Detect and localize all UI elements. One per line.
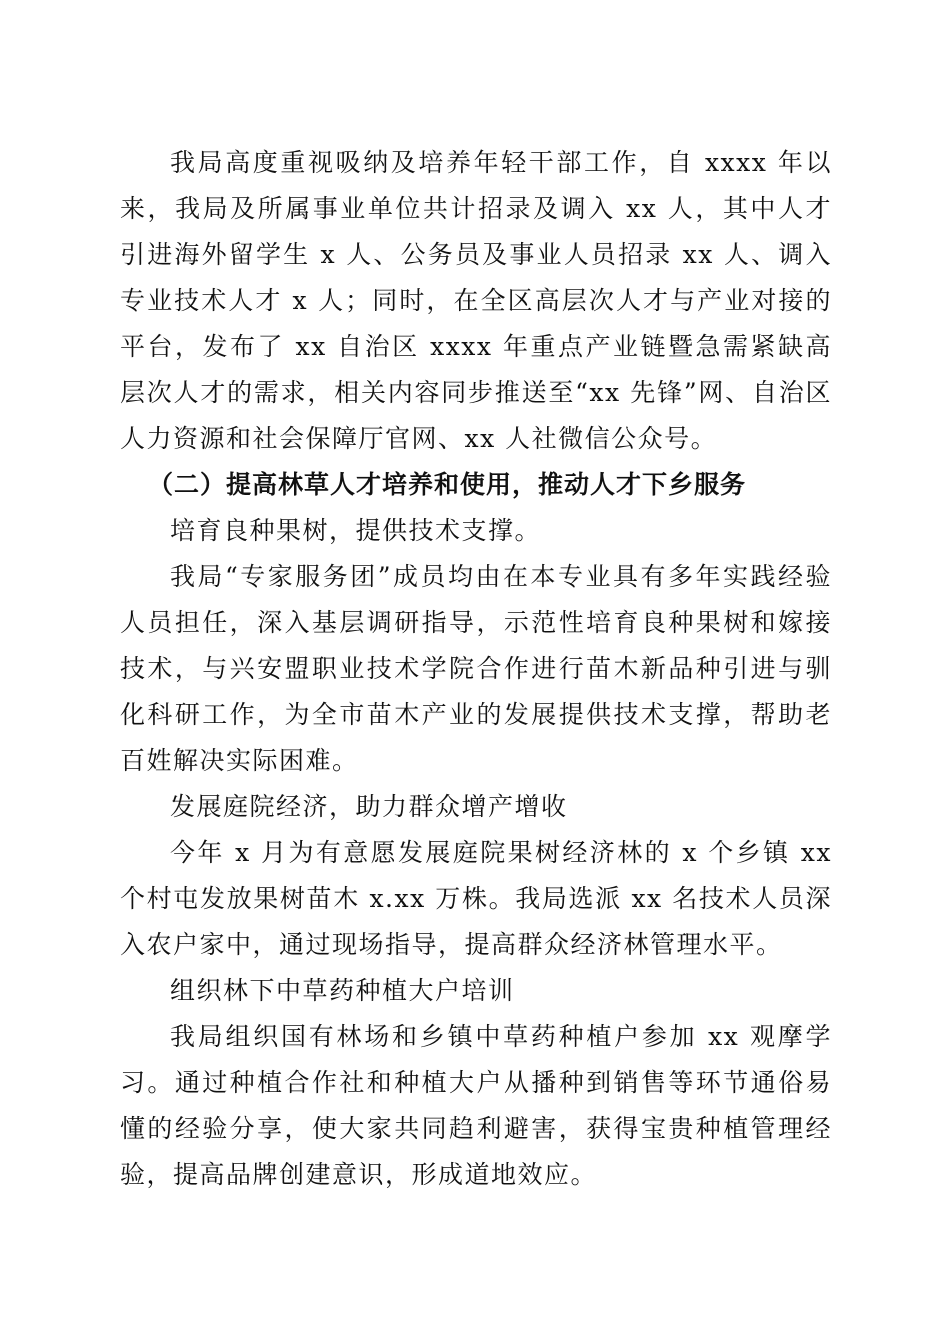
subheading-herb-training: 组织林下中草药种植大户培训 (170, 976, 515, 1005)
paragraph-intro: 我局高度重视吸纳及培养年轻干部工作，自 xxxx 年以来，我局及所属事业单位共计招录及调入 xx 人，其中人才引进海外留学生 x 人、公务员及事业人员招录 xx 人、调入专业技术人才 x 人；同时，在全区高层次人才与产业对接的平台，发布了 xx 自治区 xxxx 年重点产业链暨急需紧缺高层次人才的需求，相关内容同步推送至“xx 先锋”网、自治区人力资源和社会保障厅官网、xx 人社微信公众号。 (120, 148, 832, 453)
paragraph-herb-training: 我局组织国有林场和乡镇中草药种植户参加 xx 观摩学习。通过种植合作社和种植大户从播种到销售等环节通俗易懂的经验分享，使大家共同趋利避害，获得宝贵种植管理经验，提高品牌创建意识，形成道地效应。 (120, 1022, 832, 1189)
subheading-courtyard-economy: 发展庭院经济，助力群众增产增收 (170, 792, 568, 821)
section-heading: （二）提高林草人才培养和使用，推动人才下乡服务 (148, 470, 747, 499)
paragraph-expert-team: 我局“专家服务团”成员均由在本专业具有多年实践经验人员担任，深入基层调研指导，示范性培育良种果树和嫁接技术，与兴安盟职业技术学院合作进行苗木新品种引进与驯化科研工作，为全市苗木产业的发展提供技术支撑，帮助老百姓解决实际困难。 (120, 562, 832, 775)
subheading-fruit-trees: 培育良种果树，提供技术支撑。 (170, 516, 542, 545)
document-body (120, 140, 832, 1198)
paragraph-seedlings: 今年 x 月为有意愿发展庭院果树经济林的 x 个乡镇 xx 个村屯发放果树苗木 x.xx 万株。我局选派 xx 名技术人员深入农户家中，通过现场指导，提高群众经济林管理水平。 (120, 838, 832, 959)
